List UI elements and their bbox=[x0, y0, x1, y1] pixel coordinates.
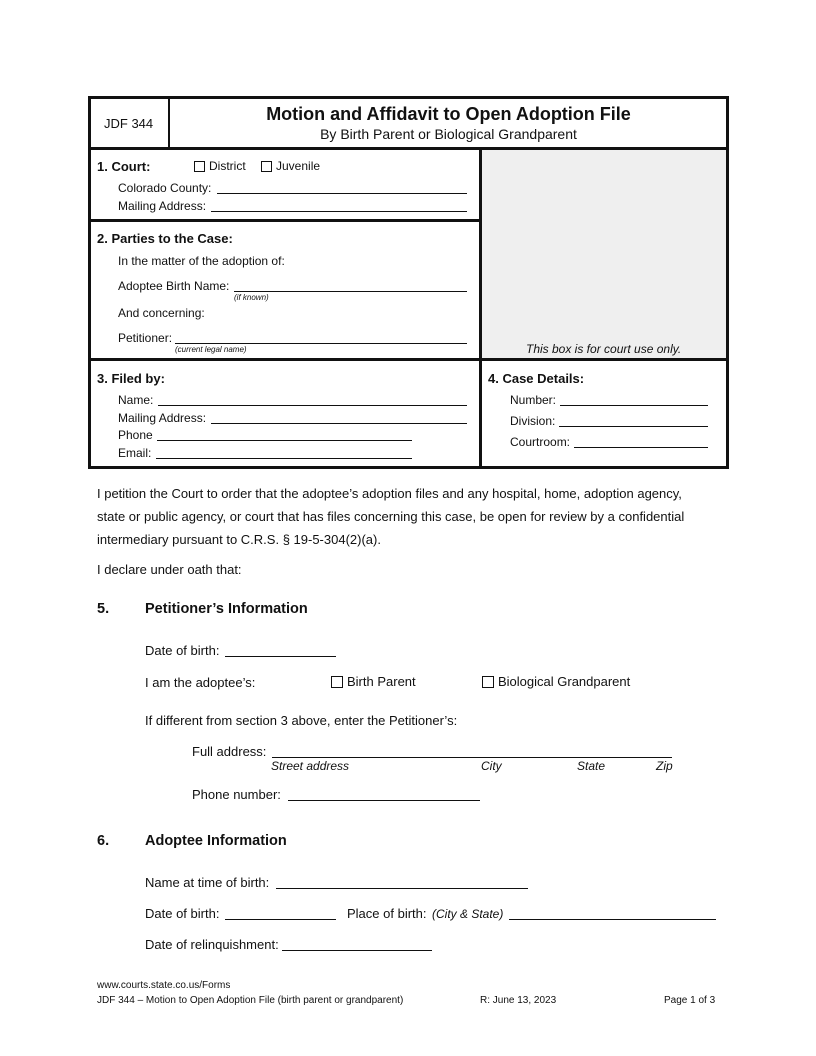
footer-url[interactable]: www.courts.state.co.us/Forms bbox=[97, 980, 231, 991]
filer-email-label: Email: bbox=[118, 446, 152, 460]
filer-mailing-label: Mailing Address: bbox=[118, 411, 207, 425]
filer-phone-label: Phone bbox=[118, 428, 153, 442]
birth-parent-label: Birth Parent bbox=[347, 674, 416, 689]
petitioner-phone-field[interactable] bbox=[288, 800, 480, 801]
footer-form: JDF 344 – Motion to Open Adoption File (birth parent or grandparent) bbox=[97, 995, 404, 1006]
relationship-label: I am the adoptee’s: bbox=[145, 675, 256, 690]
birth-parent-checkbox[interactable] bbox=[331, 674, 416, 689]
place-of-birth-field[interactable] bbox=[509, 919, 716, 920]
section-5-number: 5. bbox=[97, 601, 110, 617]
matter-label: In the matter of the adoption of: bbox=[118, 254, 285, 268]
petitioner-dob-label: Date of birth: bbox=[145, 643, 220, 658]
section-6-title: Adoptee Information bbox=[145, 833, 287, 849]
petition-text: state or public agency, or court that has files concerning this case, be open for review by a confidential bbox=[97, 509, 685, 524]
filer-name-label: Name: bbox=[118, 393, 154, 407]
full-address-field[interactable] bbox=[272, 757, 672, 758]
city-hint: City bbox=[481, 759, 502, 773]
relinquishment-label: Date of relinquishment: bbox=[145, 937, 279, 952]
birth-name-field[interactable] bbox=[276, 888, 528, 889]
section-4-label: 4. Case Details: bbox=[488, 371, 585, 386]
section-5-title: Petitioner’s Information bbox=[145, 601, 308, 617]
if-different-text: If different from section 3 above, enter the Petitioner’s: bbox=[145, 713, 458, 728]
division-field[interactable] bbox=[559, 426, 708, 427]
division-label: Division: bbox=[510, 414, 556, 428]
county-label: Colorado County: bbox=[118, 181, 212, 195]
footer-page: Page 1 of 3 bbox=[664, 995, 716, 1006]
form-id: JDF 344 bbox=[104, 116, 154, 131]
state-hint: State bbox=[577, 759, 606, 773]
court-use-box bbox=[482, 150, 726, 359]
place-of-birth-label: Place of birth: bbox=[347, 906, 427, 921]
petitioner-phone-label: Phone number: bbox=[192, 787, 281, 802]
zip-hint: Zip bbox=[656, 759, 673, 773]
petitioner-label: Petitioner: bbox=[118, 331, 173, 345]
court-mailing-label: Mailing Address: bbox=[118, 199, 207, 213]
courtroom-field[interactable] bbox=[574, 447, 708, 448]
filer-email-field[interactable] bbox=[156, 458, 412, 459]
divider bbox=[479, 147, 482, 469]
court-mailing-field[interactable] bbox=[211, 211, 467, 212]
footer-revised: R: June 13, 2023 bbox=[480, 995, 557, 1006]
district-checkbox[interactable] bbox=[194, 159, 246, 173]
petitioner-dob-field[interactable] bbox=[225, 656, 336, 657]
form-title: Motion and Affidavit to Open Adoption File bbox=[266, 104, 631, 124]
filer-phone-field[interactable] bbox=[157, 440, 412, 441]
section-6-number: 6. bbox=[97, 833, 110, 849]
adoptee-field[interactable] bbox=[234, 291, 467, 292]
section-1-label: 1. Court: bbox=[97, 159, 151, 174]
county-field[interactable] bbox=[217, 193, 467, 194]
petition-text: intermediary pursuant to C.R.S. § 19-5-304(2)(a). bbox=[97, 532, 381, 547]
adoptee-dob-label: Date of birth: bbox=[145, 906, 220, 921]
relinquishment-field[interactable] bbox=[282, 950, 432, 951]
adoptee-dob-field[interactable] bbox=[225, 919, 336, 920]
form-subtitle: By Birth Parent or Biological Grandparent bbox=[320, 126, 577, 142]
petition-text: I petition the Court to order that the adoptee’s adoption files and any hospital, home, adoption agency, bbox=[97, 486, 682, 501]
courtroom-label: Courtroom: bbox=[510, 435, 571, 449]
concerning-label: And concerning: bbox=[118, 306, 205, 320]
district-label: District bbox=[209, 159, 246, 173]
court-use-note: This box is for court use only. bbox=[526, 342, 682, 356]
if-known-hint: (if known) bbox=[234, 293, 269, 302]
divider bbox=[88, 358, 729, 361]
case-number-field[interactable] bbox=[560, 405, 708, 406]
case-number-label: Number: bbox=[510, 393, 557, 407]
divider bbox=[88, 219, 481, 222]
juvenile-label: Juvenile bbox=[276, 159, 321, 173]
birth-name-label: Name at time of birth: bbox=[145, 875, 270, 890]
bio-grandparent-label: Biological Grandparent bbox=[498, 674, 631, 689]
street-hint: Street address bbox=[271, 759, 350, 773]
juvenile-checkbox[interactable] bbox=[261, 159, 320, 173]
filer-name-field[interactable] bbox=[158, 405, 467, 406]
bio-grandparent-checkbox[interactable] bbox=[482, 674, 630, 689]
declare-text: I declare under oath that: bbox=[97, 562, 242, 577]
filer-mailing-field[interactable] bbox=[211, 423, 467, 424]
legal-name-hint: (current legal name) bbox=[175, 345, 247, 354]
section-2-label: 2. Parties to the Case: bbox=[97, 231, 233, 246]
place-hint: (City & State) bbox=[432, 907, 504, 921]
petitioner-field[interactable] bbox=[175, 343, 467, 344]
section-3-label: 3. Filed by: bbox=[97, 371, 165, 386]
full-address-label: Full address: bbox=[192, 744, 267, 759]
adoptee-label: Adoptee Birth Name: bbox=[118, 279, 230, 293]
